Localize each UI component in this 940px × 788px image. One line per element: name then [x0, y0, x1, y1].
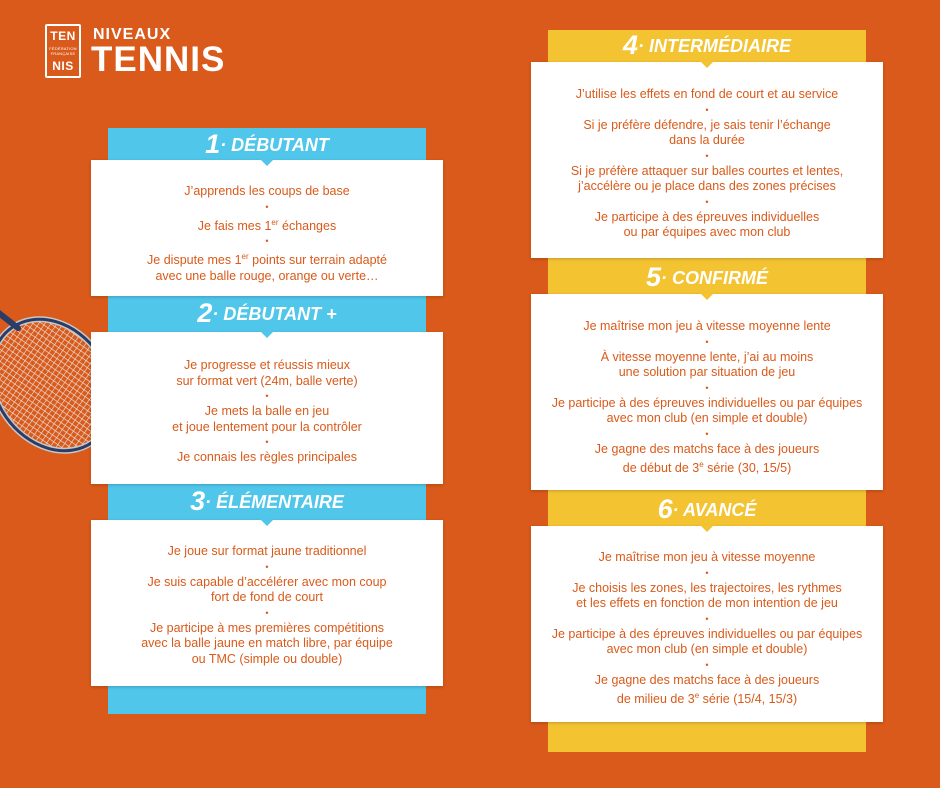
- level-item: Je maîtrise mon jeu à vitesse moyenne: [598, 550, 816, 564]
- level-name: · CONFIRMÉ: [661, 268, 769, 288]
- logo-ten: TEN: [50, 29, 76, 43]
- logo-federation: FÉDÉRATION FRANÇAISE: [49, 46, 77, 56]
- bullet-separator: •: [705, 659, 709, 670]
- logo-nis: NIS: [52, 59, 74, 73]
- card-notch: [700, 61, 714, 68]
- level-name: · AVANCÉ: [672, 500, 757, 520]
- level-name: · DÉBUTANT +: [212, 304, 337, 324]
- level-item: Je suis capable d’accélérer avec mon coup fort de fond de court: [147, 574, 387, 604]
- fft-logo: [45, 24, 255, 80]
- level-2-card: [91, 332, 443, 484]
- level-name: · DÉBUTANT: [220, 135, 329, 155]
- level-3-card: [91, 520, 443, 686]
- level-item: À vitesse moyenne lente, j’ai au moins une solution par situation de jeu: [600, 349, 814, 379]
- level-4-card: [531, 62, 883, 258]
- level-number: 5: [645, 262, 662, 292]
- bullet-separator: •: [265, 391, 269, 401]
- bullet-separator: •: [705, 428, 709, 439]
- level-item: J’utilise les effets en fond de court et au service: [575, 87, 839, 101]
- level-2-title: [108, 298, 426, 329]
- level-name: · ÉLÉMENTAIRE: [205, 492, 344, 512]
- level-item: Je participe à des épreuves individuelles ou par équipes avec mon club (en simple et double): [551, 626, 863, 656]
- bullet-separator: •: [705, 336, 709, 347]
- level-3-title: [108, 486, 426, 517]
- level-item: Je dispute mes 1er points sur terrain adapté avec une balle rouge, orange ou verte…: [147, 252, 387, 283]
- logo-title-large: TENNIS: [91, 40, 226, 79]
- level-number: 4: [622, 30, 639, 60]
- bullet-separator: •: [265, 437, 269, 447]
- bullet-separator: •: [705, 613, 709, 624]
- bullet-separator: •: [705, 150, 709, 161]
- level-item: Je mets la balle en jeu et joue lentement pour la contrôler: [172, 404, 362, 434]
- level-6-title: [548, 494, 866, 525]
- bullet-separator: •: [705, 567, 709, 578]
- level-number: 2: [197, 298, 213, 328]
- bullet-separator: •: [265, 201, 269, 212]
- level-item: Je maîtrise mon jeu à vitesse moyenne lente: [583, 319, 831, 333]
- level-name: · INTERMÉDIAIRE: [638, 36, 792, 56]
- level-number: 3: [190, 486, 206, 516]
- level-1-card: [91, 160, 443, 296]
- level-item: Je fais mes 1er échanges: [197, 217, 337, 233]
- level-number: 1: [205, 129, 221, 159]
- level-6-card: [531, 526, 883, 722]
- level-item: Je joue sur format jaune traditionnel: [167, 544, 367, 558]
- level-item: J’apprends les coups de base: [184, 184, 350, 198]
- level-item: Je participe à des épreuves individuelles ou par équipes avec mon club (en simple et double): [551, 395, 863, 425]
- card-notch: [260, 159, 274, 166]
- bullet-separator: •: [705, 104, 709, 115]
- card-notch: [260, 331, 274, 338]
- level-4-title: [548, 30, 866, 61]
- bullet-separator: •: [705, 196, 709, 207]
- level-item: Je participe à mes premières compétitions avec la balle jaune en match libre, par équipe ou TMC (simple ou double): [141, 620, 393, 666]
- level-item: Si je préfère défendre, je sais tenir l’échange dans la durée: [583, 117, 831, 147]
- bullet-separator: •: [265, 561, 269, 572]
- bullet-separator: •: [265, 607, 269, 618]
- level-item: Je gagne des matchs face à des joueurs de milieu de 3e série (15/4, 15/3): [594, 672, 820, 707]
- level-item: Si je préfère attaquer sur balles courtes et lentes, j’accélère ou je place dans des zones précises: [570, 163, 844, 193]
- bullet-separator: •: [265, 236, 269, 247]
- level-item: Je choisis les zones, les trajectoires, les rythmes et les effets en fonction de mon intention de jeu: [572, 580, 842, 610]
- card-notch: [700, 293, 714, 300]
- level-5-card: [531, 294, 883, 490]
- level-item: Je participe à des épreuves individuelles ou par équipes avec mon club: [594, 209, 820, 239]
- level-item: Je progresse et réussis mieux sur format vert (24m, balle verte): [176, 358, 358, 388]
- logo-emblem: [45, 24, 81, 78]
- level-item: Je connais les règles principales: [177, 450, 357, 464]
- level-1-title: [108, 129, 426, 160]
- bullet-separator: •: [705, 382, 709, 393]
- card-notch: [260, 519, 274, 526]
- level-5-title: [548, 262, 866, 293]
- card-notch: [700, 525, 714, 532]
- level-item: Je gagne des matchs face à des joueurs de début de 3e série (30, 15/5): [594, 441, 820, 476]
- logo-title-small: NIVEAUX: [93, 26, 172, 43]
- level-number: 6: [657, 494, 673, 524]
